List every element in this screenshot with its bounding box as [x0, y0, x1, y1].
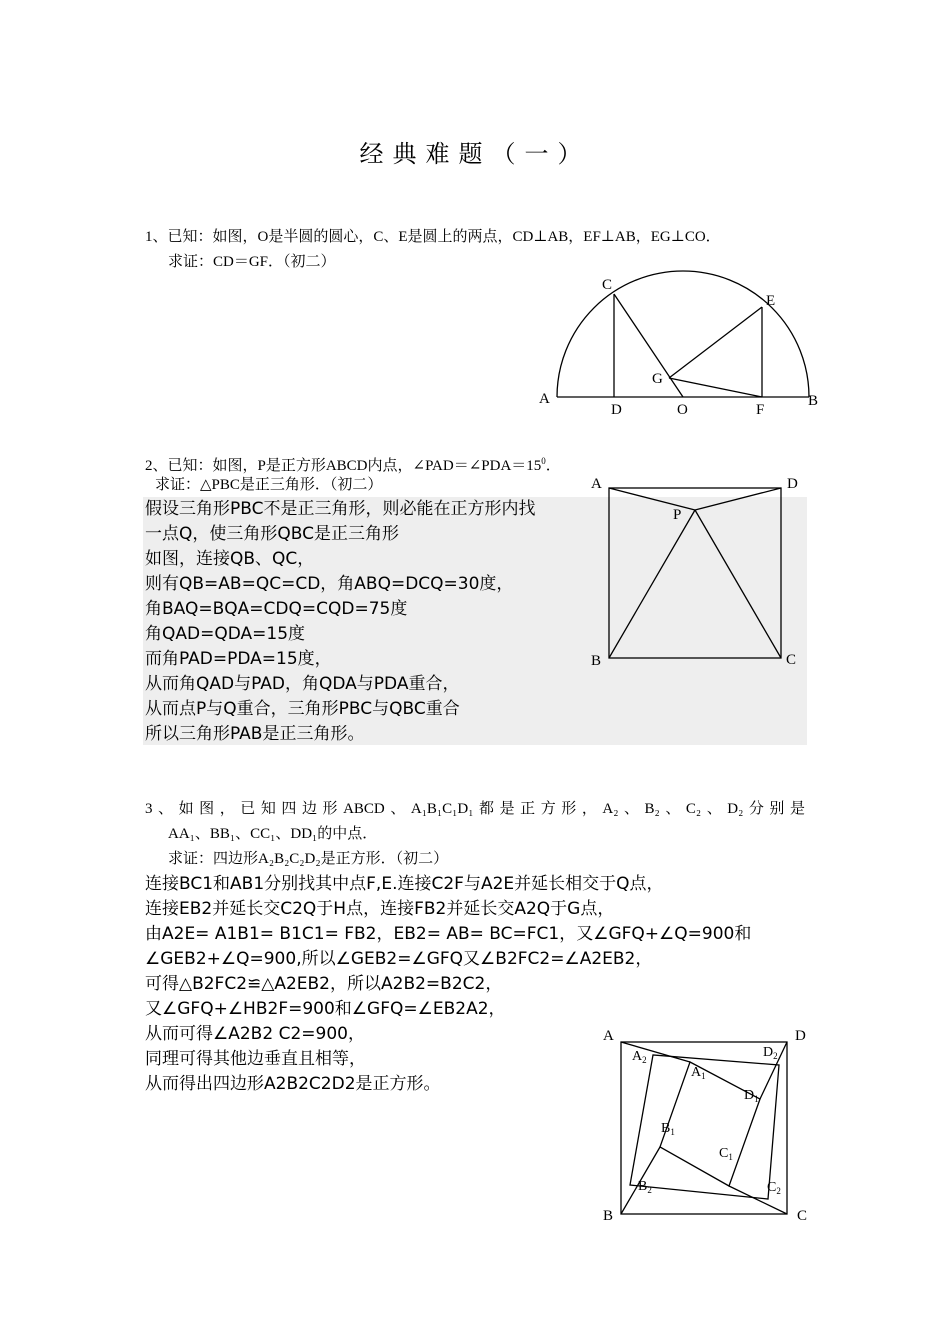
problem3-statement-cont: AA₁、BB₁、CC₁、DD₁的中点．	[168, 826, 378, 842]
segment-dp	[695, 488, 781, 510]
label-d: D	[795, 1028, 806, 1044]
label-p: P	[673, 507, 682, 523]
problem3-prove: 求证：四边形A₂B₂C₂D₂是正方形．（初二）	[168, 851, 449, 867]
label-d: D	[787, 476, 798, 492]
segment-ap	[609, 488, 695, 510]
label-c: C	[786, 652, 797, 668]
label-c: C	[797, 1208, 808, 1224]
label-a: A	[591, 476, 602, 492]
problem1-figure	[530, 270, 830, 420]
label-b: B	[603, 1208, 614, 1224]
label-g: G	[652, 371, 663, 387]
segment-bp	[609, 510, 695, 658]
problem1-statement: 1、已知：如图，O是半圆的圆心，C、E是圆上的两点，CD⊥AB，EF⊥AB，EG⊥CO．	[145, 229, 721, 245]
solution-line: 则有QB=AB=QC=CD，角ABQ=DCQ=30度，	[145, 574, 514, 594]
label-c1: $C_1$	[719, 1146, 733, 1162]
semicircle-arc	[557, 271, 809, 397]
label-c: C	[602, 277, 613, 293]
solution-line: 而角PAD=PDA=15度，	[145, 649, 332, 669]
problem3-statement: 3、如图，已知四边形ABCD、A₁B₁C₁D₁都是正方形，A₂、B₂、C₂、D₂分别是	[145, 801, 805, 817]
label-e: E	[766, 293, 776, 309]
segment-gf	[669, 378, 762, 397]
solution-line: 由A2E= A1B1= B1C1= FB2，EB2= AB= BC=FC1，又∠GFQ+∠Q=900和	[145, 924, 752, 944]
label-a2: $A_2$	[632, 1049, 647, 1065]
solution-line: ∠GEB2+∠Q=900,所以∠GEB2=∠GFQ又∠B2FC2=∠A2EB2，	[145, 949, 653, 969]
label-a: A	[603, 1028, 614, 1044]
problem2-statement: 2、已知：如图，P是正方形ABCD内点，$\angle PAD=\angle PDA=15^0$．	[145, 456, 561, 474]
solution-line: 从而点P与Q重合，三角形PBC与QBC重合	[145, 699, 460, 719]
solution-line: 从而得出四边形A2B2C2D2是正方形。	[145, 1074, 441, 1094]
solution-line: 连接EB2并延长交C2Q于H点，连接FB2并延长交A2Q于G点，	[145, 899, 615, 919]
label-a: A	[539, 391, 550, 407]
segment-eg	[669, 307, 762, 378]
problem3-figure	[595, 1022, 820, 1232]
solution-line: 又∠GFQ+∠HB2F=900和∠GFQ=∠EB2A2，	[145, 999, 506, 1019]
solution-line: 角BAQ=BQA=CDQ=CQD=75度	[145, 599, 408, 619]
label-a1: $A_1$	[691, 1065, 706, 1081]
square-abcd	[609, 488, 781, 658]
page-title: 经典难题（一）	[359, 140, 591, 168]
solution-line: 同理可得其他边垂直且相等，	[145, 1049, 366, 1069]
problem2-figure	[585, 470, 810, 675]
solution-line: 如图，连接QB、QC，	[145, 549, 315, 569]
square-a1b1c1d1	[660, 1062, 760, 1186]
problem2-solution	[145, 497, 605, 747]
solution-line: 从而可得∠A2B2 C2=900，	[145, 1024, 365, 1044]
label-d2: $D_2$	[763, 1045, 778, 1061]
solution-line: 连接BC1和AB1分别找其中点F,E.连接C2F与A2E并延长相交于Q点，	[145, 874, 664, 894]
label-o: O	[677, 402, 688, 418]
label-c2: $C_2$	[767, 1180, 781, 1196]
label-f: F	[756, 402, 765, 418]
label-d: D	[611, 402, 622, 418]
solution-line: 从而角QAD与PAD，角QDA与PDA重合，	[145, 674, 460, 694]
label-b1: $B_1$	[661, 1121, 675, 1137]
solution-line: 一点Q，使三角形QBC是正三角形	[145, 524, 399, 544]
label-b: B	[591, 653, 602, 669]
problem1-prove: 求证：CD＝GF．（初二）	[168, 254, 336, 270]
solution-line: 可得△B2FC2≌△A2EB2，所以A2B2=B2C2，	[145, 974, 503, 994]
label-d1: $D_1$	[744, 1088, 759, 1104]
problem2-prove: 求证：△PBC是正三角形．（初二）	[155, 477, 383, 493]
solution-line: 假设三角形PBC不是正三角形，则必能在正方形内找	[145, 499, 536, 519]
solution-line: 所以三角形PAB是正三角形。	[145, 724, 365, 744]
segment-co	[614, 294, 683, 397]
label-b2: $B_2$	[638, 1179, 652, 1195]
solution-line: 角QAD=QDA=15度	[145, 624, 306, 644]
label-b: B	[808, 393, 819, 409]
segment-cp	[695, 510, 781, 658]
